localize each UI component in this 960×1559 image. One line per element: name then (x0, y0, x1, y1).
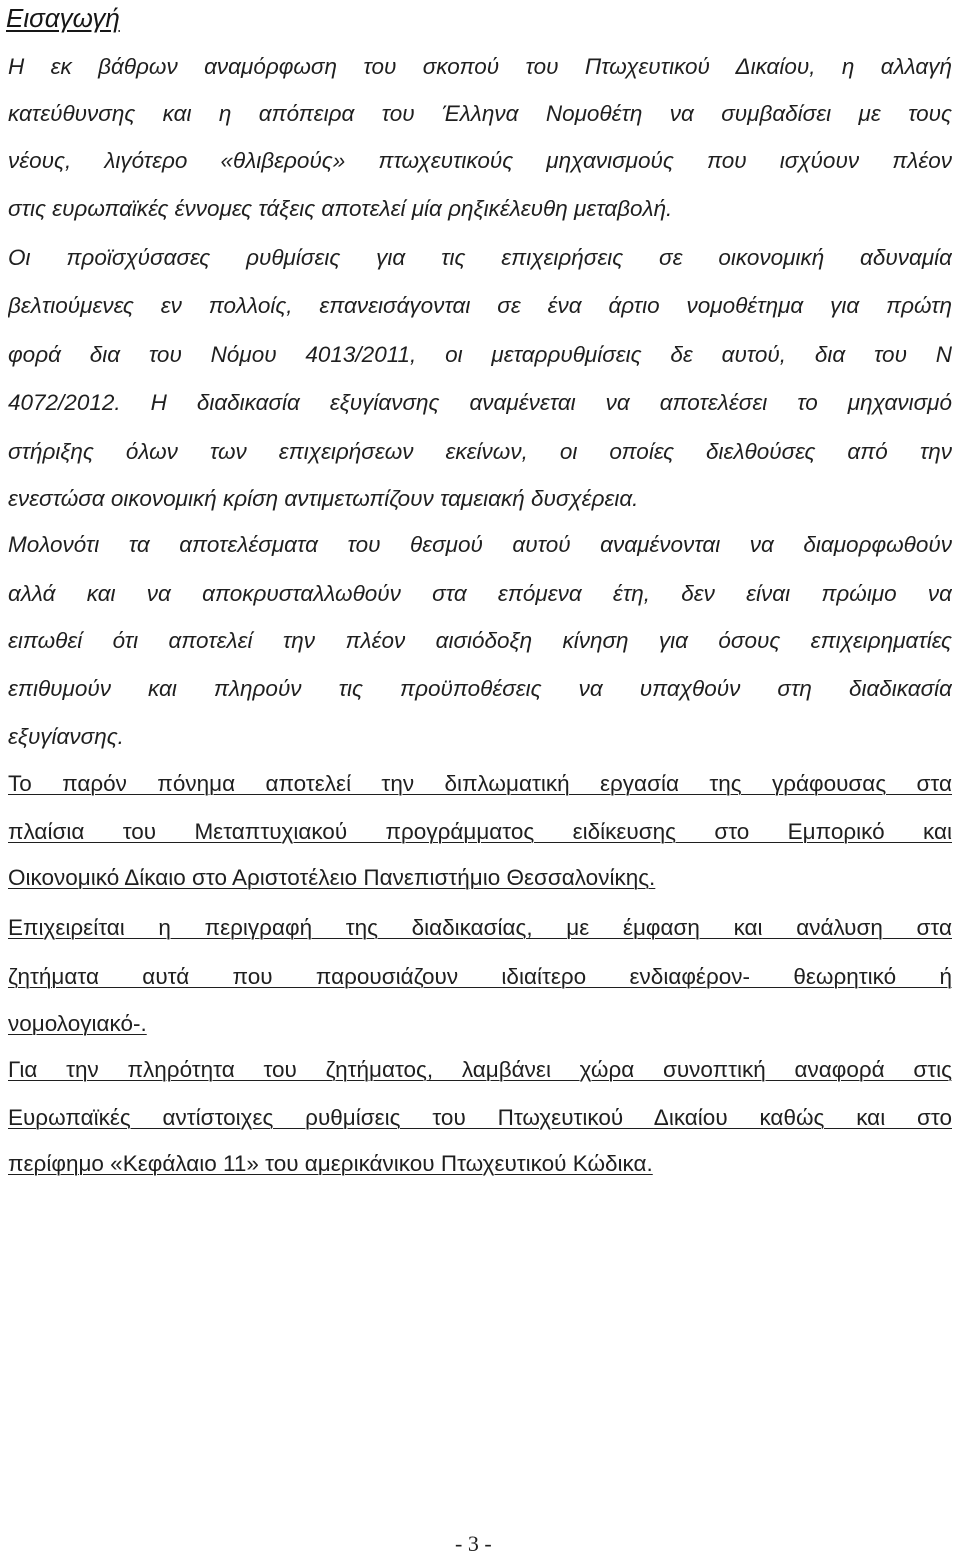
text-line: περίφημο «Κεφάλαιο 11» του αμερικάνικου Πτωχευτικού Κώδικα. (8, 1151, 653, 1176)
text-line: ζητήματα αυτά που παρουσιάζουν ιδιαίτερο ενδιαφέρον- θεωρητικό ή (8, 964, 952, 989)
text-line: ενεστώσα οικονομική κρίση αντιμετωπίζουν ταμειακή δυσχέρεια. (8, 486, 639, 511)
text-line: Επιχειρείται η περιγραφή της διαδικασίας, με έμφαση και ανάλυση στα (8, 915, 952, 940)
text-line: κατεύθυνσης και η απόπειρα του Έλληνα Νομοθέτη να συμβαδίσει με τους (8, 101, 952, 126)
text-line: επιθυμούν και πληρούν τις προϋποθέσεις να υπαχθούν στη διαδικασία (8, 676, 952, 701)
text-line: Ευρωπαϊκές αντίστοιχες ρυθμίσεις του Πτωχευτικού Δικαίου καθώς και στο (8, 1105, 952, 1130)
text-line: νέους, λιγότερο «θλιβερούς» πτωχευτικούς μηχανισμούς που ισχύουν πλέον (8, 148, 952, 173)
text-line: ειπωθεί ότι αποτελεί την πλέον αισιόδοξη κίνηση για όσους επιχειρηματίες (8, 628, 952, 653)
text-line: φορά δια του Νόμου 4013/2011, οι μεταρρυθμίσεις δε αυτού, δια του Ν (8, 342, 952, 367)
page-number: - 3 - (455, 1531, 492, 1556)
text-line: πλαίσια του Μεταπτυχιακού προγράμματος ειδίκευσης στο Εμπορικό και (8, 819, 952, 844)
text-line: βελτιούμενες εν πολλοίς, επανεισάγονται σε ένα άρτιο νομοθέτημα για πρώτη (8, 293, 952, 318)
text-line: εξυγίανσης. (8, 724, 124, 749)
text-line: Οικονομικό Δίκαιο στο Αριστοτέλειο Πανεπιστήμιο Θεσσαλονίκης. (8, 865, 656, 890)
text-line: 4072/2012. Η διαδικασία εξυγίανσης αναμένεται να αποτελέσει το μηχανισμό (8, 390, 952, 415)
text-line: Οι προϊσχύσασες ρυθμίσεις για τις επιχειρήσεις σε οικονομική αδυναμία (8, 245, 952, 270)
text-line: αλλά και να αποκρυσταλλωθούν στα επόμενα έτη, δεν είναι πρώιμο να (8, 581, 952, 606)
section-heading: Εισαγωγή (6, 3, 120, 33)
text-line: Το παρόν πόνημα αποτελεί την διπλωματική εργασία της γράφουσας στα (8, 771, 952, 796)
text-line: Η εκ βάθρων αναμόρφωση του σκοπού του Πτωχευτικού Δικαίου, η αλλαγή (8, 54, 952, 79)
text-line: νομολογιακό-. (8, 1011, 147, 1036)
text-line: στις ευρωπαϊκές έννομες τάξεις αποτελεί μία ρηξικέλευθη μεταβολή. (8, 196, 673, 221)
text-line: στήριξης όλων των επιχειρήσεων εκείνων, οι οποίες διελθούσες από την (8, 439, 952, 464)
text-line: Μολονότι τα αποτελέσματα του θεσμού αυτού αναμένονται να διαμορφωθούν (8, 532, 952, 557)
text-line: Για την πληρότητα του ζητήματος, λαμβάνει χώρα συνοπτική αναφορά στις (8, 1057, 952, 1082)
